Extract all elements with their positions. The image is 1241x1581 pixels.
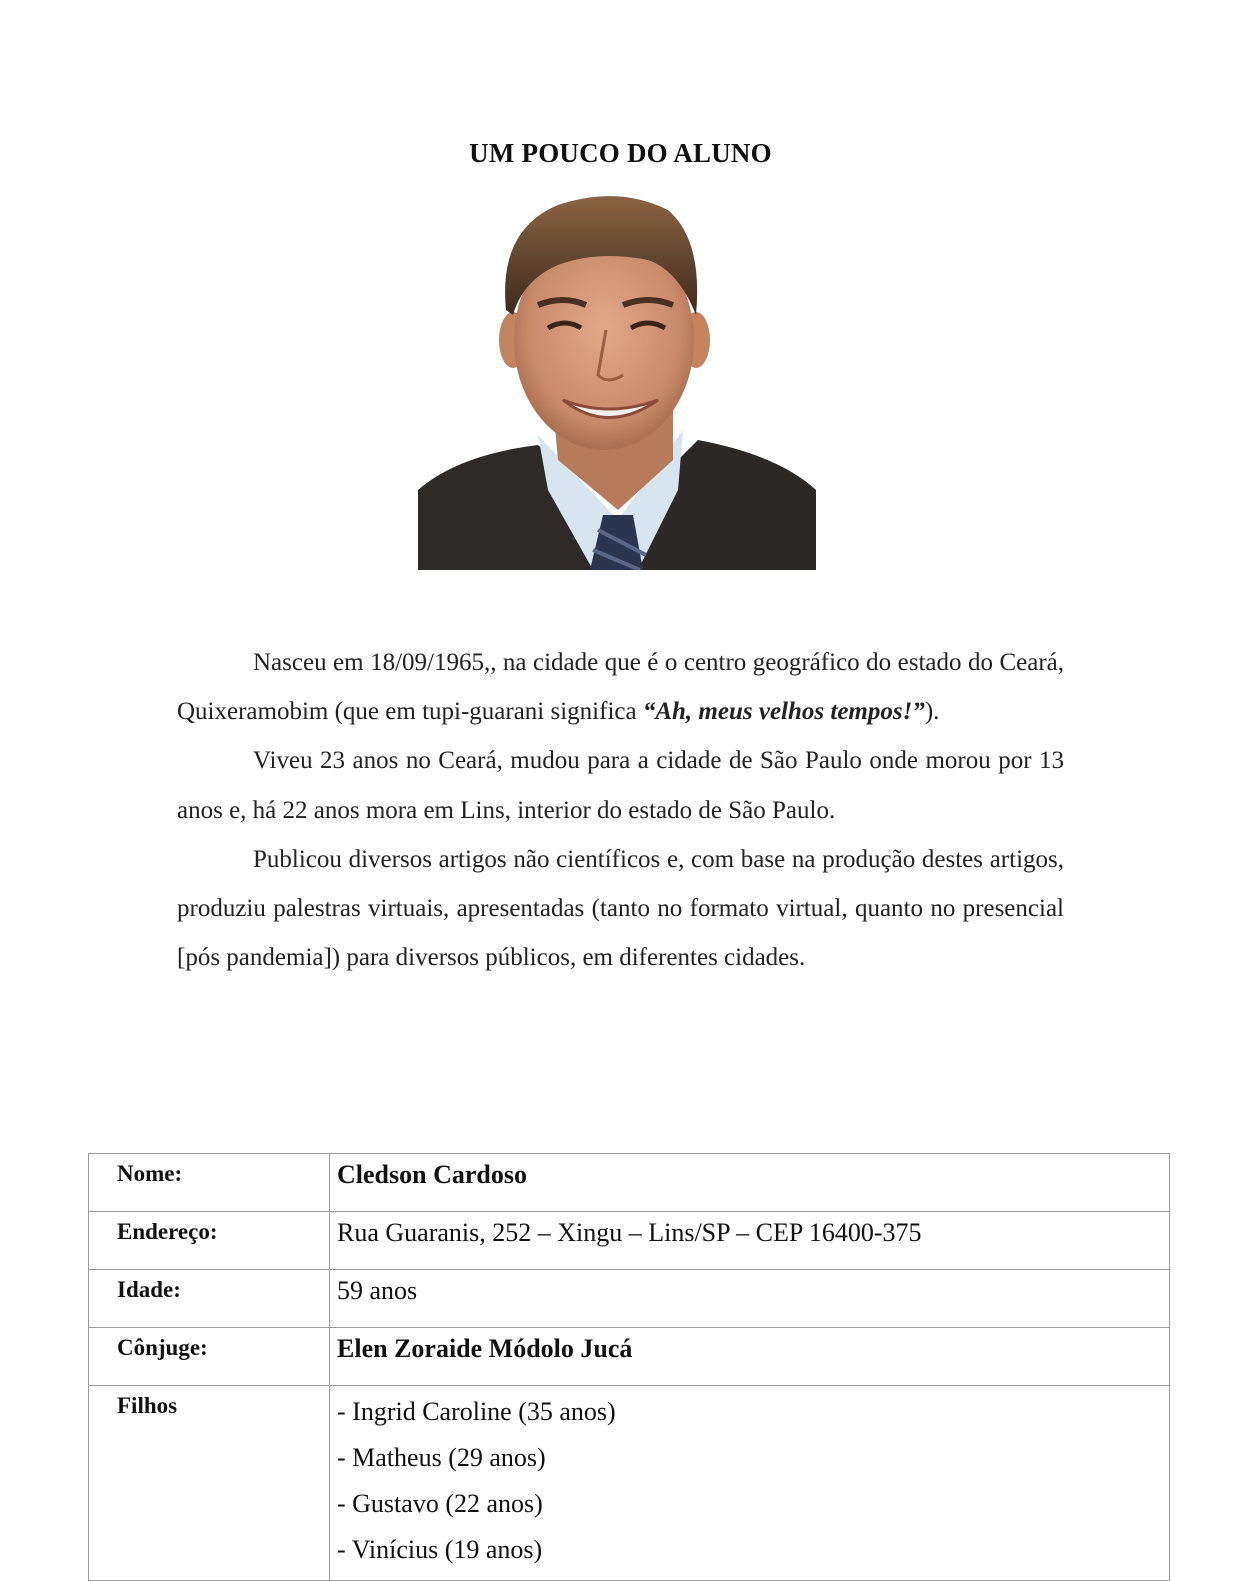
portrait-photo: [418, 190, 816, 570]
bio-paragraph-3: Publicou diversos artigos não científicos e, com base na produção destes artigos, produziu palestras virtuais, apresentadas (tanto no formato virtual, quanto no presencial [pós pandemia]) para diversos públicos, em diferentes cidades.: [177, 845, 1064, 972]
table-row: [89, 1212, 1170, 1270]
bio-quote: “Ah, meus velhos tempos!”: [642, 698, 925, 726]
spouse-value: Elen Zoraide Módolo Jucá: [330, 1328, 1170, 1386]
child-item: - Matheus (29 anos): [337, 1443, 546, 1472]
bio-paragraph-1: Nasceu em 18/09/1965,, na cidade que é o centro geográfico do estado do Ceará, Quixeramobim (que em tupi-guarani significa “Ah, meus velhos tempos!”).: [177, 649, 1064, 726]
table-row: [89, 1270, 1170, 1328]
table-row: [89, 1328, 1170, 1386]
age-value: 59 anos: [330, 1270, 1170, 1328]
age-label: Idade:: [89, 1270, 330, 1328]
bio-paragraph-2: Viveu 23 anos no Ceará, mudou para a cidade de São Paulo onde morou por 13 anos e, há 22 anos mora em Lins, interior do estado de São Paulo.: [177, 747, 1064, 824]
name-label: Nome:: [89, 1154, 330, 1212]
child-item: - Gustavo (22 anos): [337, 1489, 543, 1518]
children-label: Filhos: [89, 1386, 330, 1581]
spouse-label: Cônjuge:: [89, 1328, 330, 1386]
page-title: UM POUCO DO ALUNO: [469, 138, 772, 168]
table-row: [89, 1386, 1170, 1581]
biography: [177, 638, 1064, 982]
child-item: - Ingrid Caroline (35 anos): [337, 1397, 616, 1426]
name-value: Cledson Cardoso: [330, 1154, 1170, 1212]
student-info-table: [88, 1153, 1170, 1581]
table-row: [89, 1154, 1170, 1212]
children-list: [330, 1386, 1170, 1581]
address-label: Endereço:: [89, 1212, 330, 1270]
child-item: - Vinícius (19 anos): [337, 1535, 543, 1564]
address-value: Rua Guaranis, 252 – Xingu – Lins/SP – CEP 16400-375: [330, 1212, 1170, 1270]
